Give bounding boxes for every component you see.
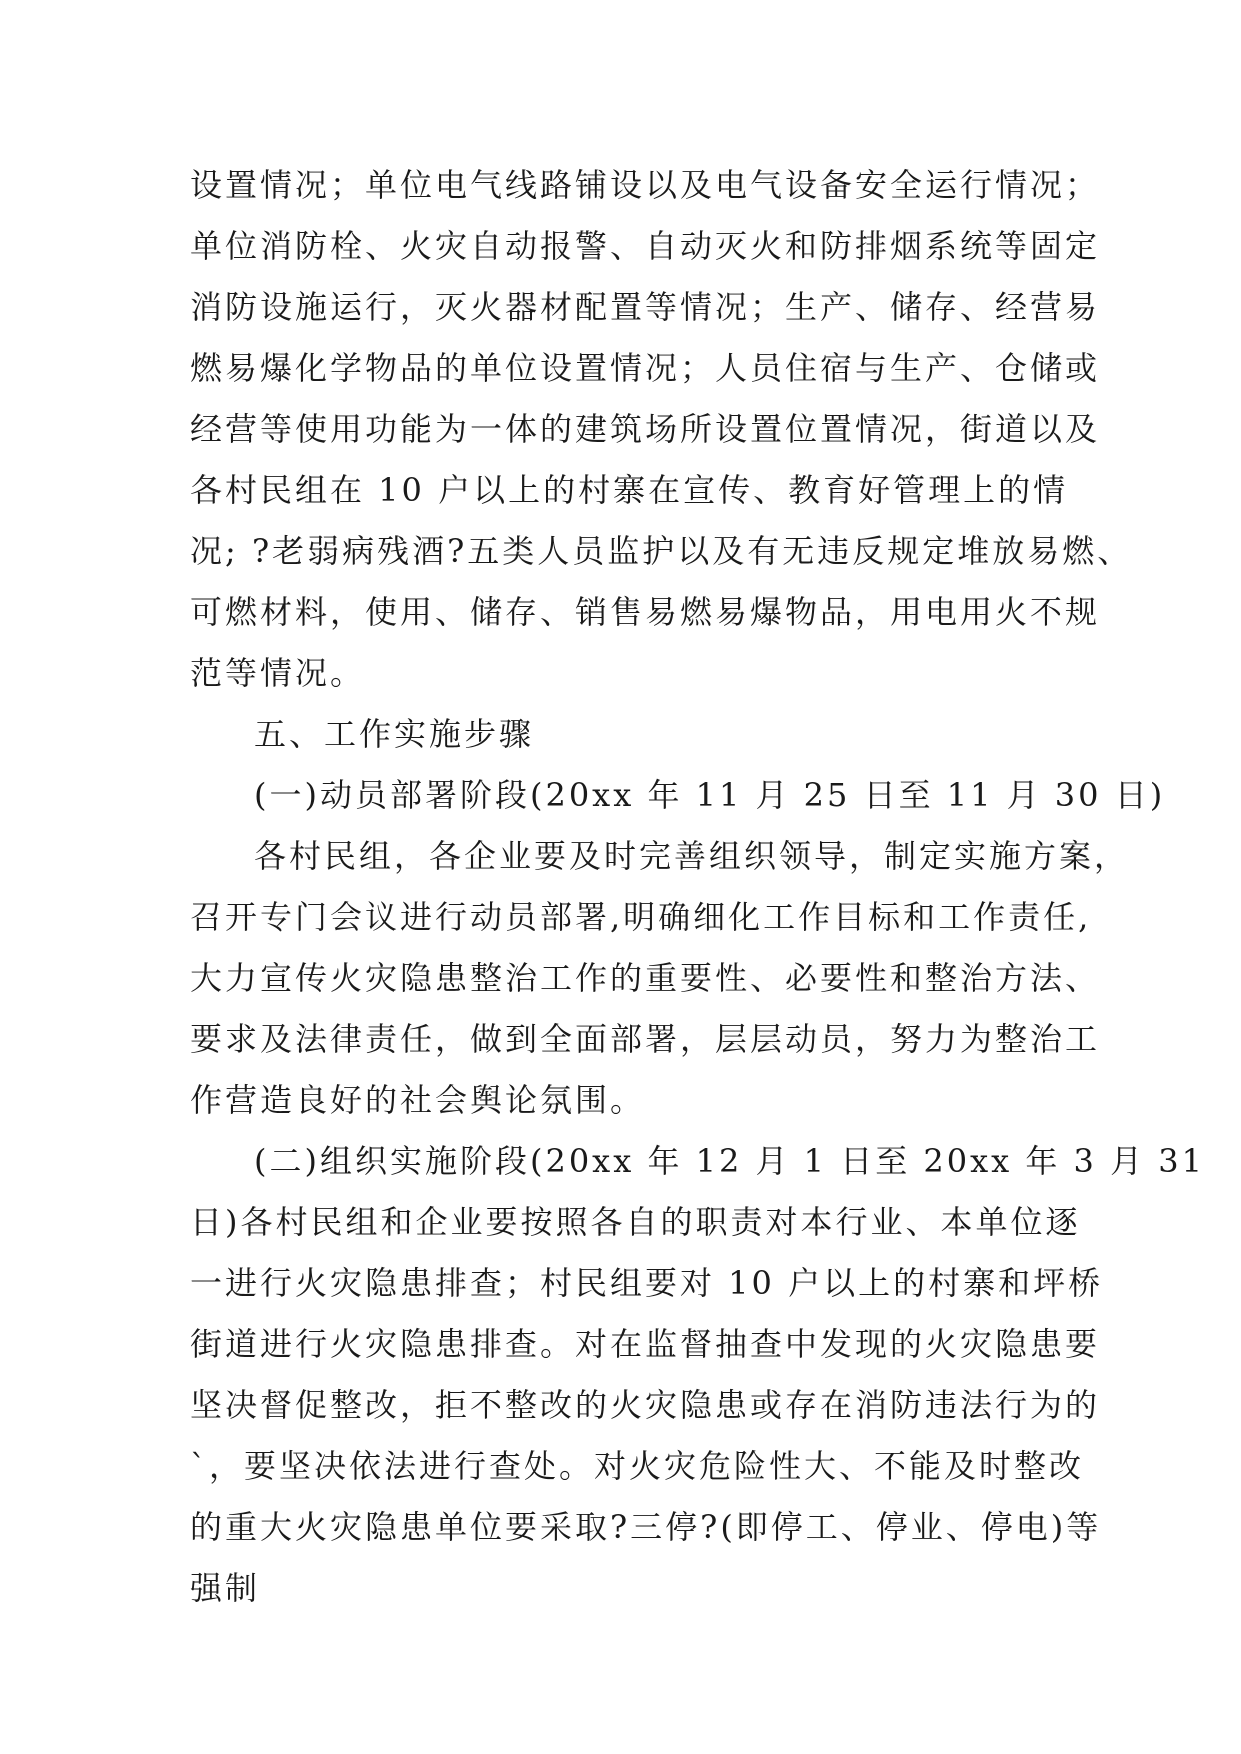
section-heading: 五、工作实施步骤	[254, 715, 535, 753]
text-line: 设置情况；单位电气线路铺设以及电气设备安全运行情况；	[190, 166, 1101, 204]
text-line: 况; ?老弱病残酒?五类人员监护以及有无违反规定堆放易燃、	[190, 532, 1133, 570]
text-line: 日)各村民组和企业要按照各自的职责对本行业、本单位逐	[190, 1203, 1081, 1241]
text-line: 街道进行火灾隐患排查。对在监督抽查中发现的火灾隐患要	[190, 1325, 1101, 1363]
text-line: 消防设施运行，灭火器材配置等情况；生产、储存、经营易	[190, 288, 1101, 326]
text-line: 燃易爆化学物品的单位设置情况；人员住宿与生产、仓储或	[190, 349, 1101, 387]
text-line: 作营造良好的社会舆论氛围。	[190, 1081, 646, 1119]
text-line: 经营等使用功能为一体的建筑场所设置位置情况，街道以及	[190, 410, 1101, 448]
text-line: 范等情况。	[190, 654, 366, 692]
subsection-heading: (二)组织实施阶段(20xx 年 12 月 1 日至 20xx 年 3 月 31	[254, 1142, 1205, 1180]
text-line: 强制	[190, 1569, 261, 1607]
subsection-heading: (一)动员部署阶段(20xx 年 11 月 25 日至 11 月 30 日)	[254, 776, 1166, 814]
text-line: 单位消防栓、火灾自动报警、自动灭火和防排烟系统等固定	[190, 227, 1101, 265]
text-line: 一进行火灾隐患排查；村民组要对 10 户以上的村寨和坪桥	[190, 1264, 1104, 1302]
text-line: 各村民组在 10 户以上的村寨在宣传、教育好管理上的情	[190, 471, 1069, 509]
text-line: 各村民组，各企业要及时完善组织领导，制定实施方案，	[254, 837, 1130, 875]
document-body	[190, 155, 1205, 1619]
text-line: 坚决督促整改，拒不整改的火灾隐患或存在消防违法行为的	[190, 1386, 1101, 1424]
text-line: 要求及法律责任，做到全面部署，层层动员，努力为整治工	[190, 1020, 1101, 1058]
text-line: `，要坚决依法进行查处。对火灾危险性大、不能及时整改	[190, 1447, 1085, 1485]
text-line: 大力宣传火灾隐患整治工作的重要性、必要性和整治方法、	[190, 959, 1101, 997]
text-line: 的重大火灾隐患单位要采取?三停?(即停工、停业、停电)等	[190, 1508, 1102, 1546]
text-line: 可燃材料，使用、储存、销售易燃易爆物品，用电用火不规	[190, 593, 1101, 631]
text-line: 召开专门会议进行动员部署,明确细化工作目标和工作责任,	[190, 898, 1092, 936]
